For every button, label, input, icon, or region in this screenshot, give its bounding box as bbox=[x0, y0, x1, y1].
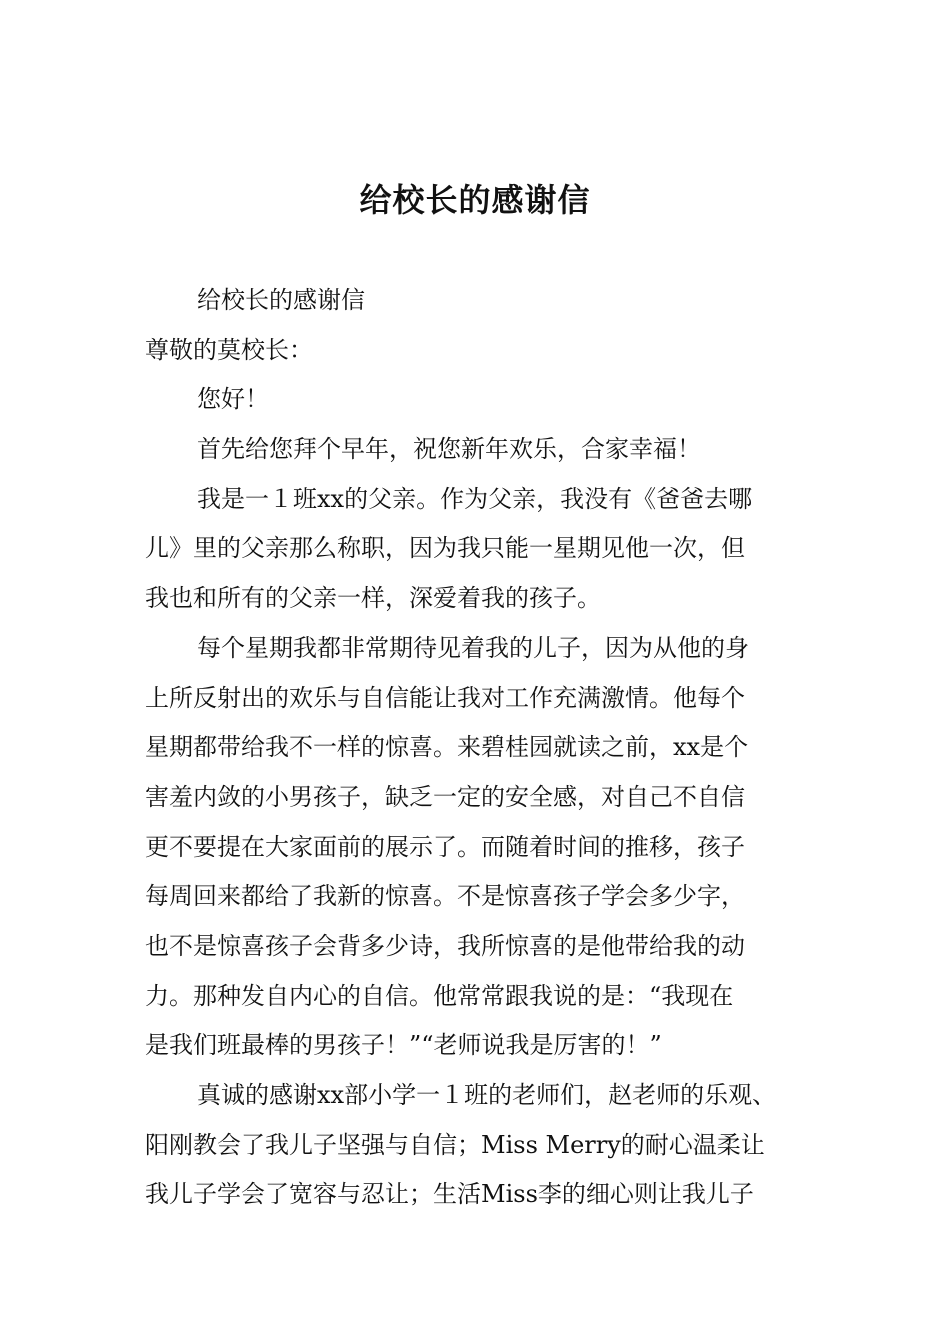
paragraph-line: 您好！ bbox=[197, 385, 269, 414]
paragraph-line: 星期都带给我不一样的惊喜。来碧桂园就读之前，xx是个 bbox=[145, 733, 749, 762]
paragraph-line: 也不是惊喜孩子会背多少诗，我所惊喜的是他带给我的动 bbox=[145, 931, 745, 960]
paragraph-line: 害羞内敛的小男孩子，缺乏一定的安全感，对自己不自信 bbox=[145, 782, 745, 811]
paragraph-line: 上所反射出的欢乐与自信能让我对工作充满激情。他每个 bbox=[145, 683, 745, 712]
document-body bbox=[145, 276, 810, 1220]
paragraph-line: 我也和所有的父亲一样，深爱着我的孩子。 bbox=[145, 584, 601, 613]
paragraph-line: 儿》里的父亲那么称职，因为我只能一星期见他一次，但 bbox=[145, 534, 745, 563]
paragraph-line: 给校长的感谢信 bbox=[197, 286, 365, 314]
paragraph-line: 尊敬的莫校长： bbox=[145, 335, 313, 364]
paragraph-line: 更不要提在大家面前的展示了。而随着时间的推移，孩子 bbox=[145, 832, 745, 861]
paragraph-line: 力。那种发自内心的自信。他常常跟我说的是：“我现在 bbox=[145, 981, 734, 1010]
paragraph-line: 阳刚教会了我儿子坚强与自信；Miss Merry的耐心温柔让 bbox=[145, 1130, 765, 1159]
paragraph-line: 每个星期我都非常期待见着我的儿子，因为从他的身 bbox=[197, 633, 749, 662]
paragraph-line: 每周回来都给了我新的惊喜。不是惊喜孩子学会多少字， bbox=[145, 882, 745, 911]
paragraph-line: 我儿子学会了宽容与忍让；生活Miss李的细心则让我儿子 bbox=[145, 1180, 754, 1209]
document-title: 给校长的感谢信 bbox=[359, 181, 591, 219]
paragraph-line: 真诚的感谢xx部小学一１班的老师们，赵老师的乐观、 bbox=[197, 1081, 777, 1109]
paragraph-line: 首先给您拜个早年，祝您新年欢乐，合家幸福！ bbox=[197, 435, 701, 464]
paragraph-line: 我是一１班xx的父亲。作为父亲，我没有《爸爸去哪 bbox=[197, 484, 753, 513]
paragraph-line: 是我们班最棒的男孩子！”“老师说我是厉害的！” bbox=[145, 1031, 662, 1060]
